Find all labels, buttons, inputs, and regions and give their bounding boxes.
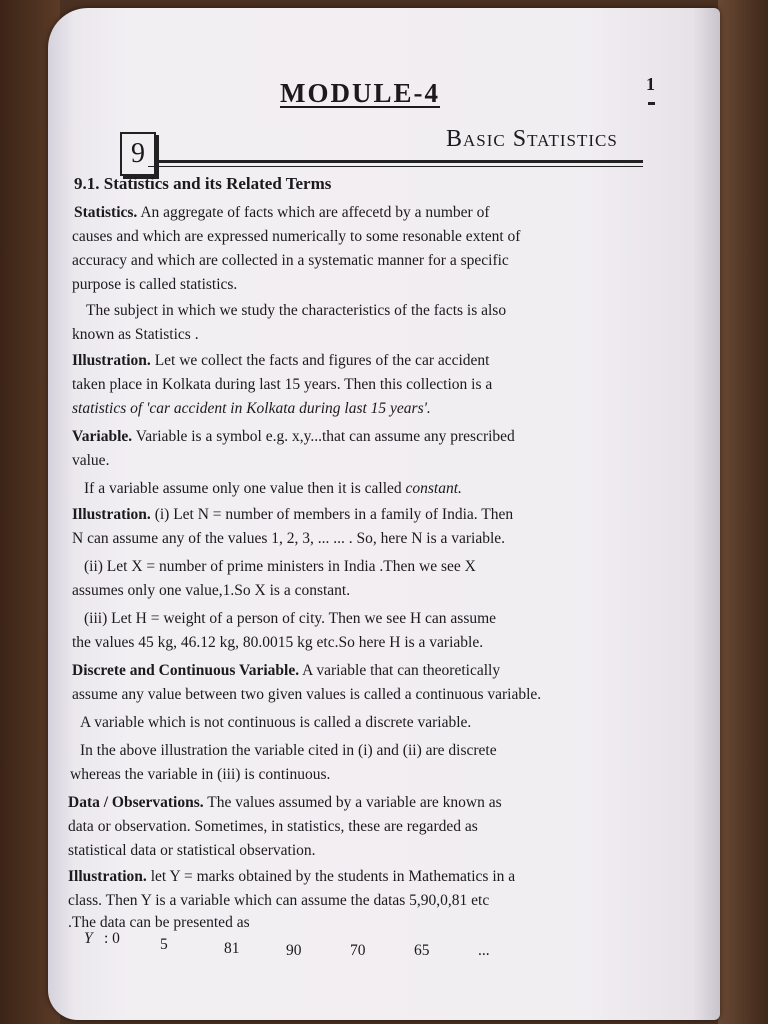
term-label: Illustration. (68, 868, 147, 885)
term-label: Variable. (72, 428, 133, 445)
text-span: The values assumed by a variable are known as (203, 794, 502, 811)
term-label: Illustration. (72, 506, 151, 523)
data-value: : 0 (104, 930, 120, 947)
term-label: Discrete and Continuous Variable. (72, 662, 300, 679)
text-line: the values 45 kg, 46.12 kg, 80.0015 kg etc.So here H is a variable. (72, 634, 484, 651)
data-value: 90 (286, 942, 302, 959)
text-span: Let we collect the facts and figures of the car accident (150, 352, 490, 369)
chapter-title: Basic Statistics (446, 126, 618, 152)
data-value: 5 (160, 936, 168, 953)
chapter-rule (156, 160, 643, 163)
data-value: 81 (224, 940, 240, 957)
text-line: taken place in Kolkata during last 15 years. Then this collection is a (72, 376, 493, 393)
text-line: whereas the variable in (iii) is continuous. (70, 766, 331, 783)
text-span: Variable is a symbol e.g. x,y...that can assume any prescribed (132, 428, 515, 445)
text-line: (iii) Let H = weight of a person of city. Then we see H can assume (84, 610, 497, 627)
text-line: A variable which is not continuous is called a discrete variable. (80, 714, 472, 731)
text-line: causes and which are expressed numerically to some resonable extent of (72, 228, 521, 245)
text-span: let Y = marks obtained by the students in Mathematics in a (146, 868, 516, 885)
text-line: class. Then Y is a variable which can assume the datas 5,90,0,81 etc (68, 892, 490, 909)
section-heading: 9.1. Statistics and its Related Terms (74, 174, 332, 193)
text-line: purpose is called statistics. (72, 276, 238, 293)
text-line: assume any value between two given values is called a continuous variable. (72, 686, 542, 703)
data-value: ... (478, 942, 490, 959)
text-line (72, 352, 490, 370)
text-line: statistical data or statistical observation. (68, 842, 316, 859)
data-value: 65 (414, 942, 430, 959)
text-line: In the above illustration the variable cited in (i) and (ii) are discrete (80, 742, 497, 759)
corner-dash (648, 102, 655, 105)
text-line (72, 662, 500, 680)
text-line: .The data can be presented as (68, 914, 250, 931)
background-right (718, 0, 768, 1024)
data-row-label: Y (84, 930, 93, 947)
term-label: Statistics. (74, 204, 138, 221)
data-value: 70 (350, 942, 366, 959)
text-line (84, 480, 462, 498)
text-line: assumes only one value,1.So X is a constant. (72, 582, 351, 599)
text-line (74, 204, 489, 222)
text-line: accuracy and which are collected in a systematic manner for a specific (72, 252, 509, 269)
book-page (48, 8, 720, 1020)
chapter-rule-thin (148, 166, 643, 167)
term-label: Data / Observations. (68, 794, 204, 811)
text-line: data or observation. Sometimes, in statistics, these are regarded as (68, 818, 478, 835)
text-span: If a variable assume only one value then it is called (84, 480, 406, 497)
text-span: (i) Let N = number of members in a family of India. Then (150, 506, 514, 523)
text-line: known as Statistics . (72, 326, 199, 343)
text-line: N can assume any of the values 1, 2, 3, ... ... . So, here N is a variable. (72, 530, 506, 547)
text-line: value. (72, 452, 110, 469)
module-heading: MODULE-4 (280, 78, 440, 108)
text-line (72, 428, 515, 446)
text-line: (ii) Let X = number of prime ministers in India .Then we see X (84, 558, 476, 575)
text-span: A variable that can theoretically (299, 662, 501, 679)
text-line (68, 868, 515, 886)
text-span: An aggregate of facts which are affecetd by a number of (137, 204, 490, 221)
text-line: statistics of 'car accident in Kolkata during last 15 years'. (72, 400, 431, 417)
text-line (68, 794, 502, 812)
corner-mark: 1 (646, 74, 655, 94)
emphasis: constant. (405, 480, 462, 497)
chapter-number-box: 9 (120, 132, 156, 176)
text-line (72, 506, 513, 524)
text-line: The subject in which we study the characteristics of the facts is also (86, 302, 507, 319)
term-label: Illustration. (72, 352, 151, 369)
